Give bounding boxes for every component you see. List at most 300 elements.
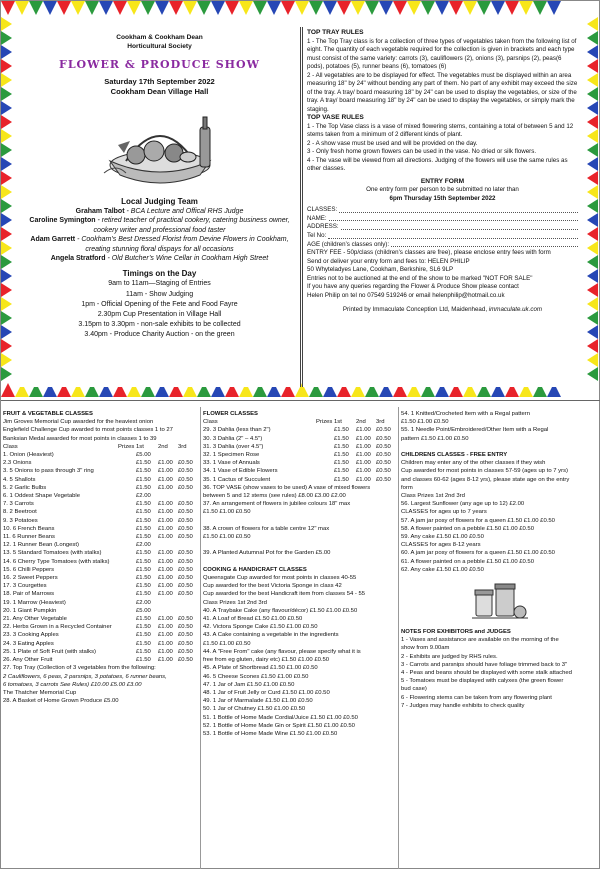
class-name: 8. 2 Beetroot: [3, 509, 37, 516]
bunting-flag: [587, 101, 598, 115]
prize-value: £0.50: [178, 550, 193, 557]
bunting-flag: [225, 1, 239, 15]
text-line: 2 Cauliflowers, 6 peas, 2 parsnips, 3 potatoes, 6 runner beans,: [3, 673, 167, 680]
text-line: [203, 517, 396, 525]
prize-value: £1.00: [356, 452, 371, 459]
class-row: [203, 443, 396, 451]
bunting-flag: [505, 1, 519, 15]
text-line: Cup awarded for the best Victoria Sponge in class 42: [203, 583, 342, 590]
prize-value: £0.50: [376, 452, 391, 459]
fruit-veg-column: [1, 407, 201, 869]
bunting-flag: [587, 129, 598, 143]
class-row: [3, 459, 198, 467]
entry-field[interactable]: [303, 232, 582, 241]
prize-value: £0.50: [178, 575, 193, 582]
text-line: £1.50 £1.00 £0.50: [203, 534, 251, 541]
prize-value: £1.50: [136, 575, 151, 582]
text-line: 27. Top Tray (Collection of 3 vegetables from the following:: [3, 665, 156, 672]
judge-entry: [19, 216, 300, 235]
prize-value: £1.00: [158, 460, 173, 467]
judge-description: - Cookham’s Best Dressed Florist from Devine Flowers in Cookham, creating stunning floral dispays for all occasions: [75, 236, 289, 253]
prize-value: £1.00: [356, 476, 371, 483]
prize-value: £0.50: [376, 476, 391, 483]
header-prizes: Prizes 1st: [316, 419, 342, 426]
text-line: 47. 1 Jar of Jam £1.50 £1.00 £0.50: [203, 681, 295, 688]
entry-form-heading: ENTRY FORM: [420, 177, 465, 185]
class-name: 32. 1 Specimen Rose: [203, 452, 260, 459]
prize-value: £1.50: [334, 443, 349, 450]
prize-value: [178, 541, 198, 549]
bunting-flag: [1, 143, 12, 157]
prize-value: £1.50: [136, 624, 151, 631]
entry-field-line: [391, 241, 578, 248]
text-line: 37. An arrangement of flowers in jubilee colours 18" max: [203, 501, 351, 508]
text-line: 6 tomatoes, 3 carrots See Rules) £10.00 £5.00 £3.00: [3, 681, 142, 688]
text-line: 54. 1 Knitted/Crocheted Item with a Regal pattern: [401, 411, 531, 417]
bunting-flag: [1, 157, 12, 171]
text-line: 52. 1 Bottle of Home Made Gin or Spirit £1.50 £1.00 £0.50: [203, 722, 355, 729]
bunting-flag: [183, 1, 197, 15]
bunting-flag: [533, 1, 547, 15]
prize-value: £1.50: [136, 583, 151, 590]
prize-value: £1.50: [136, 534, 151, 541]
prize-value: £1.00: [158, 468, 173, 475]
note-line: show from 9.00am: [401, 645, 450, 652]
prize-value: £1.50: [136, 616, 151, 623]
fee-line: Entries not to be auctioned at the end of the show to be marked "NOT FOR SALE": [307, 274, 533, 282]
text-line: Children may enter any of the other classes if they wish: [401, 460, 546, 467]
text-line: £1.50 £1.00 £0.50: [203, 509, 251, 516]
note-line: 1 - Vases and assistance are available on the morning of the: [401, 637, 559, 644]
prize-value: £1.50: [136, 566, 151, 573]
text-line: £1.50 £1.00 £0.50: [401, 419, 449, 426]
text-line: 39. A Planted Autumnal Pot for the Garden £5.00: [203, 550, 331, 557]
prize-value: £0.50: [178, 616, 193, 623]
prize-value: £0.50: [178, 640, 193, 647]
class-row: [3, 599, 198, 607]
note-line: 6 - Flowering stems can be taken from any flowering plant: [401, 694, 552, 701]
notes-list: [401, 636, 599, 710]
text-line: 36. TOP VASE (show vases to be used) A vase of mixed flowers: [203, 484, 371, 491]
bunting-flag: [29, 1, 43, 15]
vase-rule: 1 - The Top Vase class is a vase of mixed flowering stems, containing a total of between 5 and 12 stems taken from a minimum of 2 different kinds of plant.: [307, 122, 574, 139]
bunting-flag: [337, 1, 351, 15]
prize-value: £0.50: [178, 624, 193, 631]
class-row: [3, 623, 198, 631]
bunting-flag: [393, 1, 407, 15]
timing-item: 3.40pm - Produce Charity Auction - on the green: [84, 331, 235, 339]
bunting-flag: [1, 339, 12, 353]
bunting-flag: [587, 325, 598, 339]
class-table-header: [3, 443, 198, 451]
org-line-1: Cookham & Cookham Dean: [116, 34, 203, 41]
prize-value: £1.50: [136, 501, 151, 508]
timing-item: 9am to 11am—Staging of Entries: [108, 280, 211, 288]
entry-field-label: ADDRESS:: [307, 223, 339, 231]
timings-heading: Timings on the Day: [122, 269, 197, 279]
prize-value: £5.00: [136, 452, 151, 459]
class-row: [3, 615, 198, 623]
prize-value: [178, 492, 198, 500]
show-date: Saturday 17th September 2022: [104, 77, 215, 86]
bunting-flag: [519, 1, 533, 15]
top-vase-heading: TOP VASE RULES: [307, 114, 364, 122]
text-line: [203, 541, 396, 549]
vase-rule: 4 - The vase will be viewed from all directions. Judging of the flowers will use the same rules as other classes.: [307, 156, 568, 173]
class-row: [203, 459, 396, 467]
prize-value: [158, 451, 178, 459]
rules-panel: [302, 27, 582, 387]
header-2nd: 2nd: [356, 419, 366, 426]
bunting-flag: [1, 255, 12, 269]
fee-line: If you have any queries regarding the Flower & Produce Show please contact: [307, 283, 519, 291]
header-3rd: 3rd: [178, 443, 187, 450]
judge-description: - retired teacher of practical cookery, catering business owner, cookery writer and professional food taster: [93, 217, 290, 234]
class-row: [3, 558, 198, 566]
vase-rule: 3 - Only fresh home grown flowers can be used in the vase. No dried or silk flowers.: [307, 148, 537, 156]
prize-value: [158, 599, 178, 607]
text-line: Banksian Medal awarded for most points in classes 1 to 39: [3, 435, 157, 442]
class-row: [3, 582, 198, 590]
prize-value: £0.50: [178, 484, 193, 491]
printer-url: immaculate.uk.com: [488, 306, 543, 314]
class-name: 20. 1 Giant Pumpkin: [3, 607, 57, 614]
prize-value: £1.00: [158, 484, 173, 491]
class-row: [203, 467, 396, 475]
header-class: Class: [3, 443, 18, 450]
bunting-flag: [1, 297, 12, 311]
bunting-flag: [587, 59, 598, 73]
prize-value: £1.00: [158, 566, 173, 573]
text-line: CLASSES for ages up to 7 years: [401, 509, 487, 516]
section-heading: COOKING & HANDICRAFT CLASSES: [203, 566, 307, 573]
class-name: 25. 1 Plate of Soft Fruit (with stalks): [3, 648, 96, 655]
class-row: [3, 574, 198, 582]
bunting-flag: [587, 353, 598, 367]
prize-value: £1.50: [334, 468, 349, 475]
bunting-flag: [379, 1, 393, 15]
class-row: [3, 484, 198, 492]
bunting-flag: [587, 297, 598, 311]
bunting-flag: [1, 31, 12, 45]
prize-value: £0.50: [376, 435, 391, 442]
bunting-flag: [1, 115, 12, 129]
bunting-flag: [351, 1, 365, 15]
bunting-flag: [587, 87, 598, 101]
prize-value: £1.00: [158, 558, 173, 565]
bunting-flag: [1, 1, 15, 15]
bunting-flag: [57, 1, 71, 15]
prize-value: £1.00: [356, 460, 371, 467]
prize-value: £1.50: [136, 460, 151, 467]
prize-value: [158, 541, 178, 549]
class-name: 19. 1 Marrow (Heaviest): [3, 599, 66, 606]
bunting-flag: [491, 1, 505, 15]
bunting-flag: [587, 115, 598, 129]
note-line: 2 - Exhibits are judged by RHS rules.: [401, 653, 498, 660]
entry-field-line: [329, 215, 578, 222]
entry-field-line: [328, 232, 578, 239]
fee-line: 50 Whyteladyes Lane, Cookham, Berkshire, SL6 9LP: [307, 266, 454, 274]
judge-entry: [19, 254, 300, 263]
prize-value: £0.50: [178, 591, 193, 598]
prize-value: £0.50: [178, 525, 193, 532]
bunting-flag: [587, 311, 598, 325]
text-line: 55. 1 Needle Point/Embroidered/Other Item with a Regal: [401, 427, 549, 434]
judge-name: Graham Talbot: [75, 208, 125, 215]
class-name: 11. 6 Runner Beans: [3, 534, 55, 541]
prize-value: [158, 492, 178, 500]
class-row: [3, 648, 198, 656]
bunting-flag: [169, 1, 183, 15]
bunting-flag: [127, 1, 141, 15]
class-name: 30. 3 Dahlia (2" – 4.5"): [203, 435, 263, 442]
prize-value: £1.50: [136, 525, 151, 532]
text-line: 48. 1 Jar of Fruit Jelly or Curd £1.50 £1.00 £0.50: [203, 689, 330, 696]
text-line: 59. Any cake £1.50 £1.00 £0.50: [401, 534, 484, 541]
bunting-flag: [1, 199, 12, 213]
show-title: FLOWER & PRODUCE SHOW: [59, 58, 260, 71]
header-prizes: Prizes 1st: [118, 443, 144, 450]
bunting-flag: [1, 129, 12, 143]
bunting-flag: [463, 1, 477, 15]
class-name: 1. Onion (Heaviest): [3, 452, 54, 459]
class-name: 23. 3 Cooking Apples: [3, 632, 59, 639]
prize-value: £0.50: [178, 657, 193, 664]
text-line: Queensgate Cup awarded for most points in classes 40-55: [203, 575, 357, 582]
bunting-flag: [113, 1, 127, 15]
prize-value: £1.00: [158, 575, 173, 582]
bunting-flag: [587, 143, 598, 157]
prize-value: £1.50: [136, 550, 151, 557]
bunting-flag: [587, 157, 598, 171]
note-line: bud case): [401, 686, 427, 693]
class-row: [3, 492, 198, 500]
bunting-flag: [587, 185, 598, 199]
prize-value: £1.50: [136, 591, 151, 598]
entry-field[interactable]: [303, 223, 582, 232]
top-tray-rules: [303, 38, 582, 115]
bunting-flag: [1, 185, 12, 199]
bunting-flag: [1, 241, 12, 255]
bunting-flag: [211, 1, 225, 15]
class-row: [3, 517, 198, 525]
bunting-flag: [1, 45, 12, 59]
jam-jars-illustration: [470, 580, 530, 622]
entry-fee-text: [303, 249, 582, 300]
prize-value: £1.00: [158, 591, 173, 598]
prize-value: £1.00: [158, 534, 173, 541]
class-row: [3, 640, 198, 648]
prize-value: £1.50: [136, 476, 151, 483]
prize-value: £1.00: [356, 427, 371, 434]
timings-list: [19, 279, 300, 340]
prize-value: £1.00: [158, 501, 173, 508]
prize-value: £1.50: [136, 648, 151, 655]
top-vase-rules: [303, 123, 582, 174]
prize-value: £1.00: [158, 648, 173, 655]
class-name: 15. 6 Chilli Peppers: [3, 566, 55, 573]
prize-value: £0.50: [178, 517, 193, 524]
prize-value: £0.50: [376, 468, 391, 475]
judge-description: - Old Butcher’s Wine Cellar in Cookham High Street: [105, 255, 269, 263]
judge-name: Adam Garrett: [30, 236, 76, 244]
bunting-flag: [1, 353, 12, 367]
class-table-header: [203, 418, 396, 426]
prize-value: £1.50: [136, 632, 151, 639]
bunting-flag: [587, 269, 598, 283]
header-class: Class: [203, 419, 218, 426]
prize-value: £1.00: [158, 550, 173, 557]
section-heading: FRUIT & VEGETABLE CLASSES: [3, 411, 93, 417]
class-row: [3, 500, 198, 508]
timing-item: 1pm - Official Opening of the Fete and Food Fayre: [81, 300, 238, 308]
text-line: 38. A crown of flowers for a table centre 12" max: [203, 525, 330, 532]
text-line: 61. A flower painted on a pebble £1.50 £1.00 £0.50: [401, 558, 534, 565]
tray-rule: 2 - All vegetables are to be displayed for effect. The vegetables must be displayed within an area measuring 18" by 24" without bending any part of them. No part of any exhibit may exceed the size of the tray. A tray/ board measuring 18" by 24" can be used to display the vegetables, or size of the tray. A tray/ board measuring 18" by 24" can be used to display the vegetables, or simply mark the staging.: [307, 71, 578, 113]
prize-value: [178, 451, 198, 459]
org-line-2: Horticultural Society: [127, 43, 192, 50]
prize-value: £1.00: [158, 476, 173, 483]
bunting-flag: [295, 1, 309, 15]
classes-columns: [1, 407, 600, 869]
bunting-flag: [267, 1, 281, 15]
prize-value: £0.50: [178, 460, 193, 467]
class-name: 35. 1 Cactus of Succulent: [203, 476, 271, 483]
class-row: [3, 508, 198, 516]
flower-cooking-column: [201, 407, 399, 869]
bunting-flag: [587, 241, 598, 255]
bunting-flag: [99, 1, 113, 15]
entry-field-label: Tel No:: [307, 232, 327, 240]
text-line: 51. 1 Bottle of Home Made Cordial/Juice £1.50 £1.00 £0.50: [203, 714, 358, 721]
text-line: 44. A "Free From" cake (any flavour, please specify what it is: [203, 648, 361, 655]
bunting-flag: [1, 227, 12, 241]
bunting-flag: [15, 1, 29, 15]
class-row: [3, 656, 198, 664]
bunting-flag: [1, 325, 12, 339]
class-row: [3, 533, 198, 541]
text-line: £1.50 £1.00 £0.50: [203, 640, 251, 647]
prize-value: £1.50: [136, 558, 151, 565]
bunting-flag: [587, 227, 598, 241]
judging-heading: Local Judging Team: [121, 197, 198, 206]
text-line: pattern £1.50 £1.00 £0.50: [401, 435, 469, 442]
class-name: 13. 5 Standard Tomatoes (with stalks): [3, 550, 102, 557]
entry-form-fields: [303, 206, 582, 249]
prize-value: £0.50: [178, 583, 193, 590]
bunting-flag: [587, 213, 598, 227]
text-line: 40. A Traybake Cake (any flavour/décor) £1.50 £1.00 £0.50: [203, 607, 358, 614]
bunting-top: [1, 1, 600, 17]
bunting-flag: [1, 367, 12, 381]
class-row: [203, 435, 396, 443]
text-line: 57. A jam jar posy of flowers for a queen £1.50 £1.00 £0.50: [401, 517, 555, 524]
text-line: 42. Victora Sponge Cake £1.50 £1.00 £0.50: [203, 624, 318, 631]
prize-value: £1.50: [136, 657, 151, 664]
class-name: 14. 6 Cherry Type Tomatoes (with stalks): [3, 558, 110, 565]
prize-value: £2.00: [136, 493, 151, 500]
bunting-flag: [1, 59, 12, 73]
text-line: 41. A Loaf of Bread £1.50 £1.00 £0.50: [203, 616, 303, 623]
timing-item: 3.15pm to 3.30pm - non-sale exhibits to be collected: [78, 321, 241, 329]
class-row: [203, 451, 396, 459]
printer-credit: [303, 306, 582, 315]
bunting-flag: [477, 1, 491, 15]
note-line: 3 - Carrots and parsnips should have foliage trimmed back to 3": [401, 661, 568, 668]
text-line: Cup awarded for the best Handicraft item from classes 54 - 55: [203, 591, 366, 598]
prize-value: £2.00: [136, 599, 151, 606]
text-line: Class Prizes 1st 2nd 3rd: [401, 493, 465, 500]
bunting-flag: [1, 269, 12, 283]
prize-value: £0.50: [178, 468, 193, 475]
bunting-flag: [155, 1, 169, 15]
bunting-flag: [587, 31, 598, 45]
bunting-flag: [1, 311, 12, 325]
class-name: 3. 5 Onions to pass through 3" ring: [3, 468, 94, 475]
poster-panel: [19, 27, 301, 387]
prize-value: £1.50: [136, 517, 151, 524]
prize-value: £2.00: [136, 542, 151, 549]
text-line: 50. 1 Jar of Chutney £1.50 £1.00 £0.50: [203, 706, 306, 713]
bunting-flag: [1, 87, 12, 101]
bunting-flag: [43, 1, 57, 15]
entry-field-label: NAME:: [307, 214, 327, 222]
entry-field[interactable]: [303, 215, 582, 224]
text-line: form: [401, 484, 413, 491]
entry-field[interactable]: [303, 241, 582, 250]
notes-heading: NOTES FOR EXHIBITORS and JUDGES: [401, 629, 511, 636]
class-row: [3, 451, 198, 459]
judge-name: Caroline Symington: [29, 217, 96, 225]
prize-value: £0.50: [178, 566, 193, 573]
section-divider: [1, 400, 600, 401]
note-line: 7 - Judges may handle exhibits to check quality: [401, 702, 525, 709]
prize-value: £1.00: [356, 468, 371, 475]
class-row: [3, 467, 198, 475]
prize-value: £0.50: [178, 632, 193, 639]
text-line: 60. A jam jar posy of flowers for a queen £1.50 £1.00 £0.50: [401, 550, 555, 557]
text-line: free from eg gluten, dairy etc) £1.50 £1.00 £0.50: [203, 657, 330, 664]
text-line: [401, 443, 599, 451]
entry-field[interactable]: [303, 206, 582, 215]
timing-item: 11am - Show Judging: [125, 290, 194, 298]
judge-description: - BCA Lecture and Offical RHS Judge: [124, 208, 244, 215]
text-line: 56. Largest Sunflower (any age up to 12) £2.00: [401, 501, 525, 508]
prize-value: £1.50: [334, 435, 349, 442]
class-name: 24. 3 Eating Apples: [3, 640, 54, 647]
org-name: [19, 33, 300, 51]
show-venue: Cookham Dean Village Hall: [110, 87, 209, 96]
class-name: 16. 2 Sweet Peppers: [3, 575, 58, 582]
note-line: 5 - Tomatoes must be displayed with calyxes (the green flower: [401, 678, 564, 685]
text-line: between 5 and 12 stems (see rules) £8.00 £3.00 £2.00: [203, 493, 346, 500]
note-line: 4 - Peas and beans should be displayed with some stalk attached: [401, 670, 572, 677]
prize-value: £1.50: [334, 476, 349, 483]
bunting-flag: [309, 1, 323, 15]
prize-value: £1.50: [334, 452, 349, 459]
prize-value: £1.00: [158, 509, 173, 516]
text-line: CLASSES for ages 8-12 years: [401, 542, 481, 549]
bunting-flag: [365, 1, 379, 15]
judges-list: [19, 207, 300, 263]
prize-value: £1.50: [136, 484, 151, 491]
fee-line: Helen Philip on tel no 07549 519246 or email helenphilip@hotmail.co.uk: [307, 291, 505, 299]
prize-value: £1.00: [158, 616, 173, 623]
bunting-flag: [197, 1, 211, 15]
bunting-flag: [587, 255, 598, 269]
prize-value: £0.50: [178, 509, 193, 516]
